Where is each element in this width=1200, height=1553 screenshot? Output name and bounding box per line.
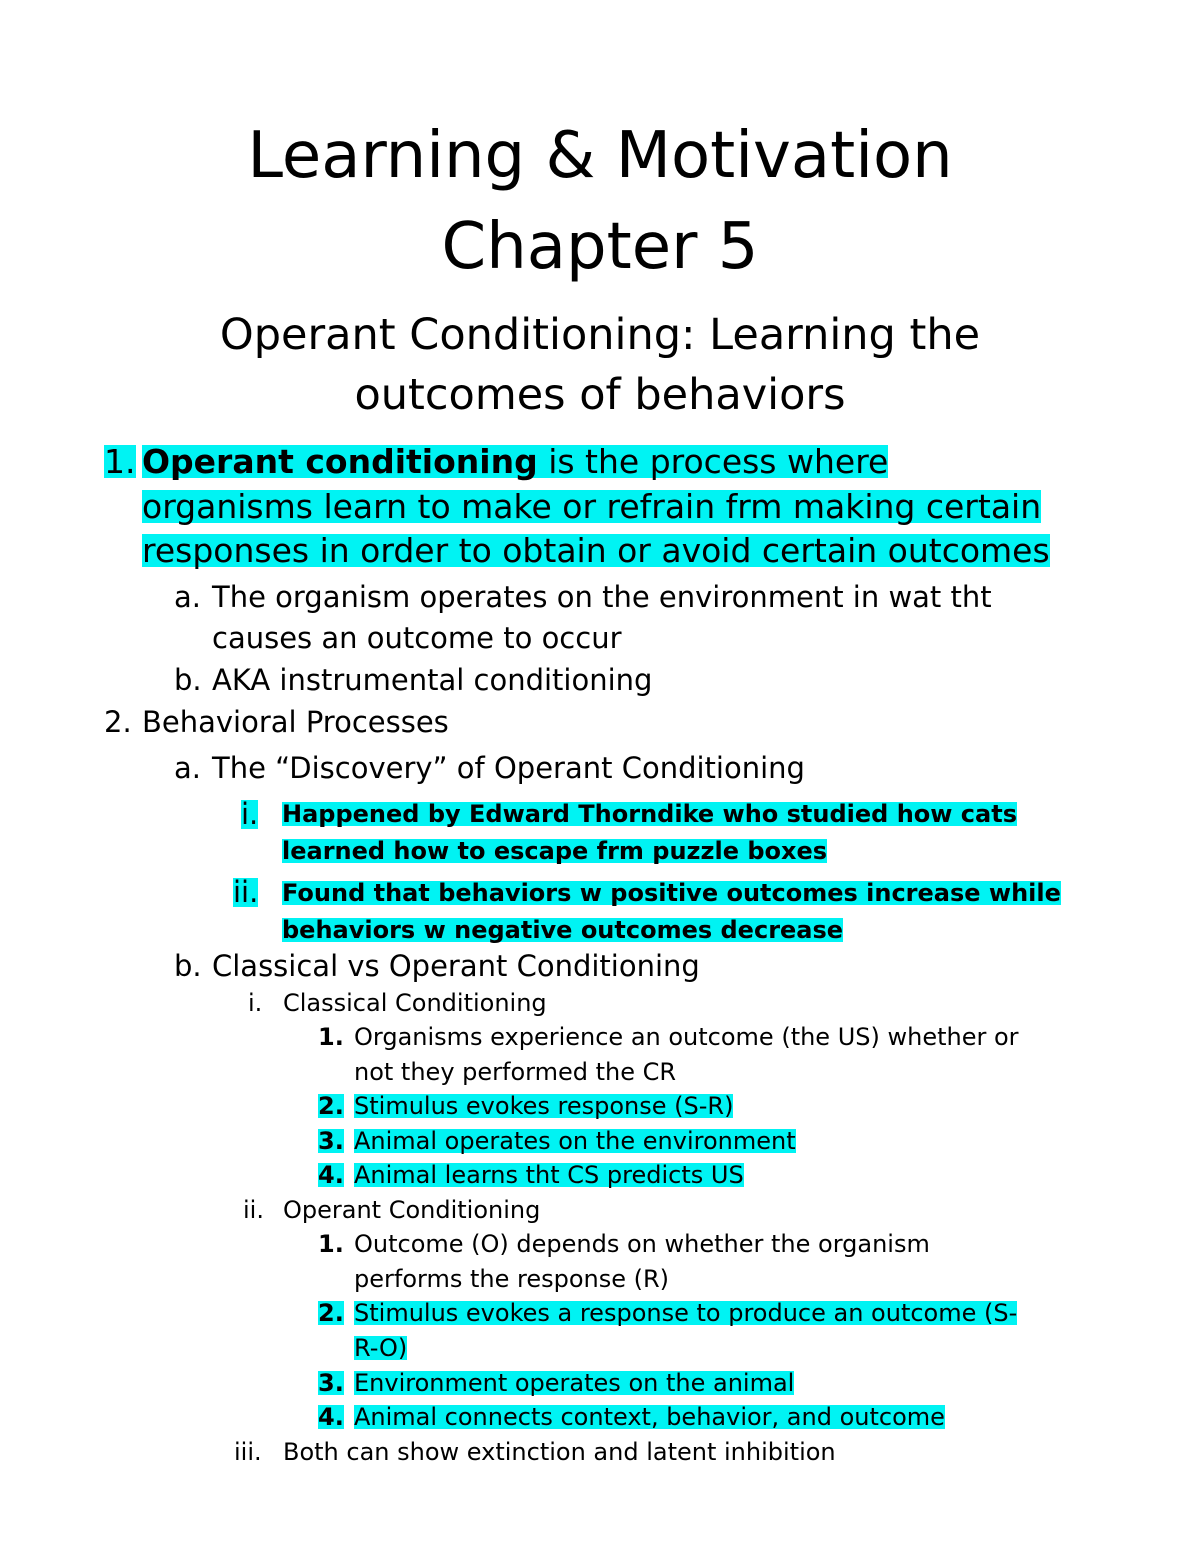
item-2b-i-4-line-1: Animal learns tht CS predicts US <box>354 1161 744 1189</box>
list-marker-2b-i-1: 1. <box>318 1023 344 1051</box>
list-marker-2b-i-4: 4. <box>318 1161 344 1189</box>
item-1-line-1-rest: is the process where <box>537 442 889 481</box>
item-1a-line-2: causes an outcome to occur <box>212 621 622 655</box>
list-marker-2b-i: i. <box>248 989 263 1017</box>
item-2b-i-label: Classical Conditioning <box>283 989 547 1017</box>
list-marker-2b: b. <box>174 949 202 983</box>
list-marker-1b: b. <box>174 663 202 697</box>
item-2b-ii-1-line-2: performs the response (R) <box>354 1265 670 1293</box>
item-2b-ii-3-line-1: Environment operates on the animal <box>354 1369 795 1397</box>
title-line-2: Chapter 5 <box>441 210 759 284</box>
item-2-label: Behavioral Processes <box>142 705 449 739</box>
list-marker-2b-i-3: 3. <box>318 1127 344 1155</box>
list-marker-2a: a. <box>174 751 201 785</box>
subtitle-line-2: outcomes of behaviors <box>354 370 846 420</box>
list-marker-2: 2. <box>104 705 132 739</box>
item-1-line-3: responses in order to obtain or avoid certain outcomes <box>142 531 1050 570</box>
item-1-term: Operant conditioning <box>142 442 538 481</box>
item-1-line-2: organisms learn to make or refrain frm making certain <box>142 487 1042 526</box>
list-marker-2b-ii-2: 2. <box>318 1299 344 1327</box>
item-2a-i-line-1: Happened by Edward Thorndike who studied how cats <box>282 800 1017 828</box>
item-2a-label: The “Discovery” of Operant Conditioning <box>212 751 805 785</box>
item-2b-ii-2-line-1: Stimulus evokes a response to produce an outcome (S- <box>354 1299 1018 1327</box>
title-line-1: Learning & Motivation <box>247 119 953 193</box>
item-2b-label: Classical vs Operant Conditioning <box>212 949 700 983</box>
item-2b-i-2-line-1: Stimulus evokes response (S-R) <box>354 1092 734 1120</box>
item-1a-line-1: The organism operates on the environment in wat tht <box>212 580 992 614</box>
list-marker-2b-ii-4: 4. <box>318 1403 344 1431</box>
item-1-line-1 <box>142 442 889 481</box>
item-2b-iii-line-1: Both can show extinction and latent inhibition <box>283 1438 836 1466</box>
list-marker-1a: a. <box>174 580 201 614</box>
item-2b-ii-label: Operant Conditioning <box>283 1196 541 1224</box>
item-2a-ii-line-2: behaviors w negative outcomes decrease <box>282 916 844 944</box>
item-2b-ii-1-line-1: Outcome (O) depends on whether the organism <box>354 1230 930 1258</box>
item-2b-i-1-line-1: Organisms experience an outcome (the US) whether or <box>354 1023 1019 1051</box>
item-2a-i-line-2: learned how to escape frm puzzle boxes <box>282 837 828 865</box>
subtitle-line-1: Operant Conditioning: Learning the <box>219 310 981 360</box>
item-2b-i-1-line-2: not they performed the CR <box>354 1058 677 1086</box>
list-marker-2b-ii-3: 3. <box>318 1369 344 1397</box>
list-marker-1: 1. <box>104 442 136 481</box>
item-1b-line-1: AKA instrumental conditioning <box>212 663 653 697</box>
list-marker-2b-ii: ii. <box>243 1196 264 1224</box>
item-2b-ii-4-line-1: Animal connects context, behavior, and outcome <box>354 1403 945 1431</box>
item-2a-ii-line-1: Found that behaviors w positive outcomes increase while <box>282 879 1061 907</box>
item-2b-i-3-line-1: Animal operates on the environment <box>354 1127 796 1155</box>
list-marker-2b-ii-1: 1. <box>318 1230 344 1258</box>
list-marker-2b-i-2: 2. <box>318 1092 344 1120</box>
list-marker-2a-i: i. <box>241 797 259 831</box>
item-2b-ii-2-line-2: R-O) <box>354 1334 408 1362</box>
list-marker-2a-ii: ii. <box>233 875 259 909</box>
list-marker-2b-iii: iii. <box>234 1438 262 1466</box>
